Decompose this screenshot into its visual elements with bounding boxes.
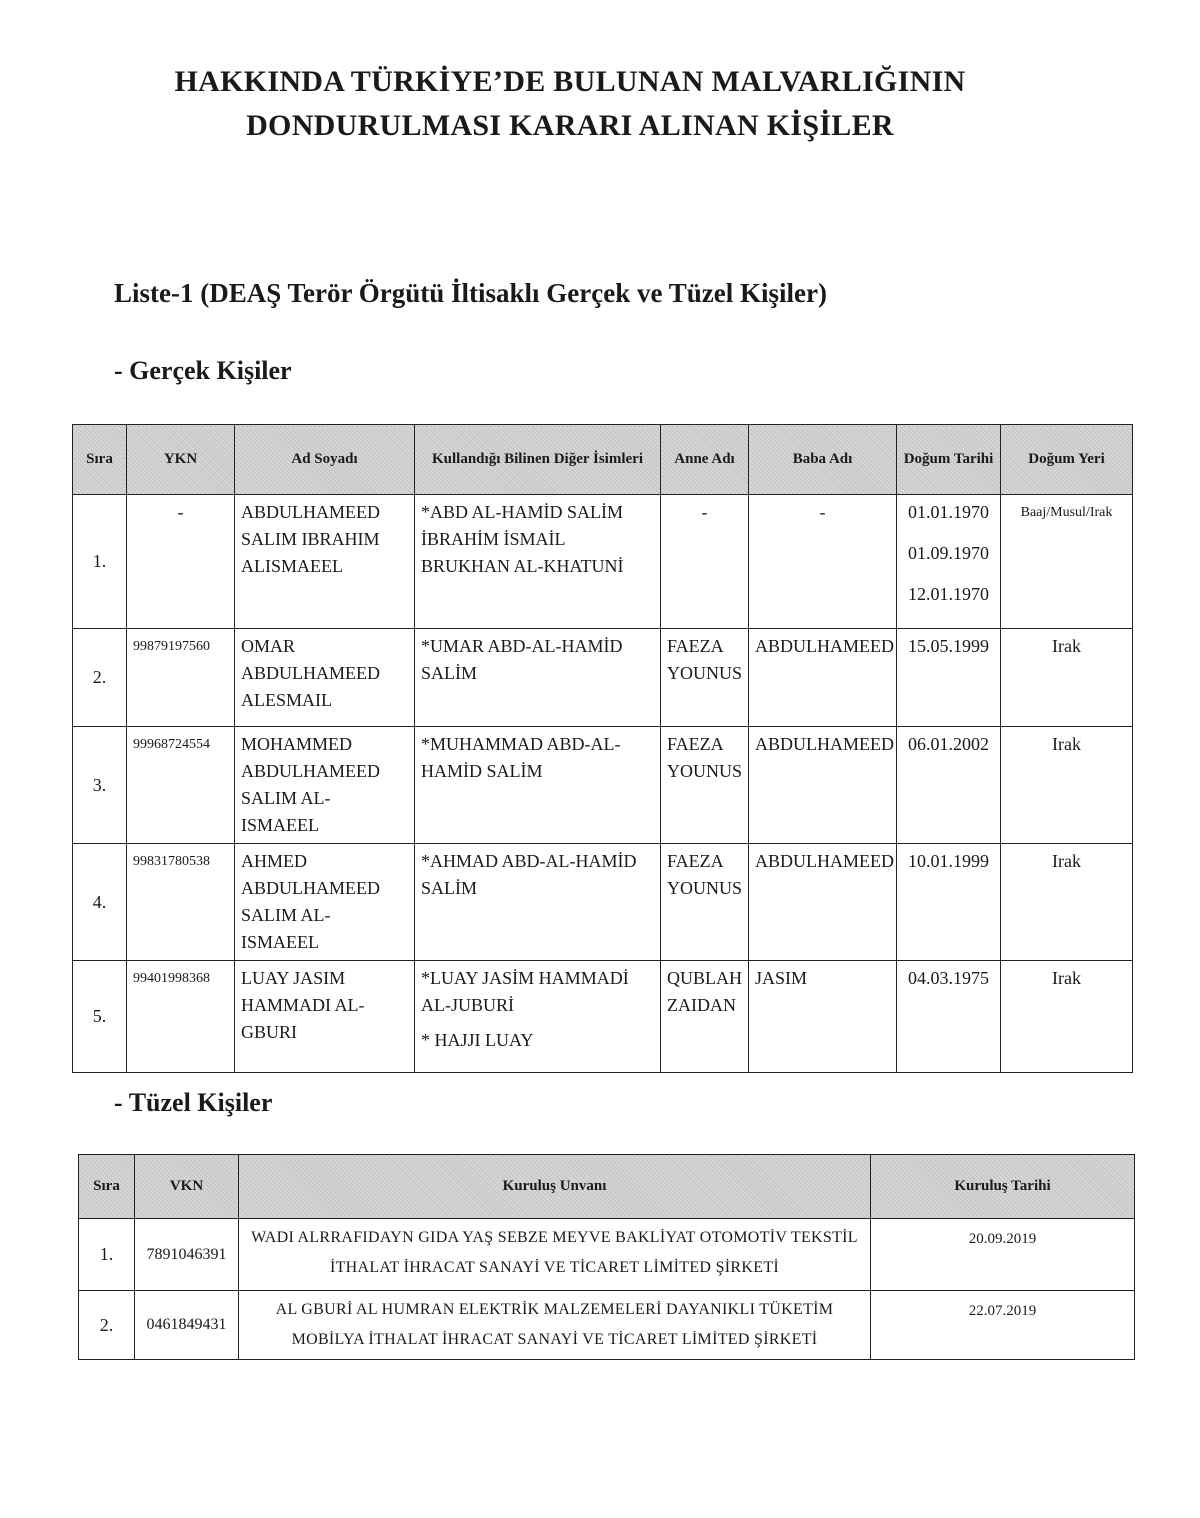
table-row: [73, 727, 1133, 844]
father-cell: ABDULHAMEED: [749, 844, 897, 961]
pob-cell: Irak: [1001, 727, 1133, 844]
natural-persons-heading: - Gerçek Kişiler: [114, 356, 292, 385]
legal-entities-table: [78, 1154, 1135, 1360]
column-header-sira: Sıra: [73, 425, 127, 495]
aliases-cell: [415, 727, 661, 844]
dob-value: 04.03.1975: [908, 968, 989, 988]
dob-cell: [897, 727, 1001, 844]
row-number: 3.: [73, 727, 127, 844]
name-cell: LUAY JASIM HAMMADI AL-GBURI: [235, 961, 415, 1073]
vkn-cell: 7891046391: [135, 1219, 239, 1291]
name-cell: ABDULHAMEED SALIM IBRAHIM ALISMAEEL: [235, 495, 415, 629]
alias-text: * HAJJI LUAY: [421, 1030, 534, 1050]
dob-value: 10.01.1999: [908, 851, 989, 871]
table-row: [73, 961, 1133, 1073]
page-title: [0, 60, 1140, 148]
pob-cell: Irak: [1001, 961, 1133, 1073]
dob-cell: [897, 961, 1001, 1073]
entity-name-line: İTHALAT İHRACAT SANAYİ VE TİCARET LİMİTED ŞİRKETİ: [329, 1259, 780, 1276]
entity-name-cell: [239, 1219, 871, 1291]
name-cell: MOHAMMED ABDULHAMEED SALIM AL-ISMAEEL: [235, 727, 415, 844]
row-number: 4.: [73, 844, 127, 961]
founding-date-cell: 20.09.2019: [871, 1219, 1135, 1291]
entity-name-line: WADI ALRRAFIDAYN GIDA YAŞ SEBZE MEYVE BAKLİYAT OTOMOTİV TEKSTİL: [251, 1229, 858, 1246]
pob-cell: Irak: [1001, 844, 1133, 961]
column-header-name: Ad Soyadı: [235, 425, 415, 495]
column-header-mother: Anne Adı: [661, 425, 749, 495]
column-header-sira: Sıra: [79, 1155, 135, 1219]
dob-cell: [897, 495, 1001, 629]
row-number: 2.: [79, 1291, 135, 1360]
father-cell: -: [749, 495, 897, 629]
mother-cell: -: [661, 495, 749, 629]
entity-name-line: MOBİLYA İTHALAT İHRACAT SANAYİ VE TİCARET LİMİTED ŞİRKETİ: [291, 1331, 818, 1348]
table-row: [73, 844, 1133, 961]
mother-cell: QUBLAH ZAIDAN: [661, 961, 749, 1073]
column-header-pob: Doğum Yeri: [1001, 425, 1133, 495]
alias-text: *MUHAMMAD ABD-AL-HAMİD SALİM: [421, 734, 621, 781]
table-row: [79, 1291, 1135, 1360]
column-header-dob: Doğum Tarihi: [897, 425, 1001, 495]
entity-name-cell: [239, 1291, 871, 1360]
natural-persons-header-row: [73, 425, 1133, 495]
aliases-cell: [415, 495, 661, 629]
name-cell: OMAR ABDULHAMEED ALESMAIL: [235, 629, 415, 727]
name-cell: AHMED ABDULHAMEED SALIM AL-ISMAEEL: [235, 844, 415, 961]
ykn-cell: 99401998368: [127, 961, 235, 1073]
alias-text: *UMAR ABD-AL-HAMİD SALİM: [421, 636, 623, 683]
father-cell: JASIM: [749, 961, 897, 1073]
legal-entities-header-row: [79, 1155, 1135, 1219]
column-header-entity-name: Kuruluş Unvanı: [239, 1155, 871, 1219]
father-cell: ABDULHAMEED: [749, 727, 897, 844]
alias-text: *LUAY JASİM HAMMADİ AL-JUBURİ: [421, 968, 629, 1015]
legal-entities-heading: - Tüzel Kişiler: [114, 1088, 273, 1117]
mother-cell: FAEZA YOUNUS: [661, 844, 749, 961]
page-title-line-2: DONDURULMASI KARARI ALINAN KİŞİLER: [246, 109, 894, 142]
table-row: [73, 629, 1133, 727]
mother-cell: FAEZA YOUNUS: [661, 629, 749, 727]
dob-value: 01.01.1970: [908, 502, 989, 522]
dob-value: 15.05.1999: [908, 636, 989, 656]
ykn-cell: 99831780538: [127, 844, 235, 961]
natural-persons-table: [72, 424, 1133, 1073]
dob-value: 12.01.1970: [908, 584, 989, 604]
column-header-ykn: YKN: [127, 425, 235, 495]
aliases-cell: [415, 961, 661, 1073]
column-header-vkn: VKN: [135, 1155, 239, 1219]
dob-value: 01.09.1970: [908, 543, 989, 563]
dob-cell: [897, 844, 1001, 961]
row-number: 1.: [73, 495, 127, 629]
list-heading: Liste-1 (DEAŞ Terör Örgütü İltisaklı Gerçek ve Tüzel Kişiler): [114, 278, 827, 308]
alias-text: *AHMAD ABD-AL-HAMİD SALİM: [421, 851, 637, 898]
table-row: [73, 495, 1133, 629]
vkn-cell: 0461849431: [135, 1291, 239, 1360]
aliases-cell: [415, 629, 661, 727]
column-header-aliases: Kullandığı Bilinen Diğer İsimleri: [415, 425, 661, 495]
ykn-cell: 99968724554: [127, 727, 235, 844]
aliases-cell: [415, 844, 661, 961]
row-number: 5.: [73, 961, 127, 1073]
column-header-father: Baba Adı: [749, 425, 897, 495]
pob-cell: Irak: [1001, 629, 1133, 727]
dob-cell: [897, 629, 1001, 727]
ykn-cell: 99879197560: [127, 629, 235, 727]
row-number: 1.: [79, 1219, 135, 1291]
father-cell: ABDULHAMEED: [749, 629, 897, 727]
mother-cell: FAEZA YOUNUS: [661, 727, 749, 844]
row-number: 2.: [73, 629, 127, 727]
founding-date-cell: 22.07.2019: [871, 1291, 1135, 1360]
alias-text: *ABD AL-HAMİD SALİM İBRAHİM İSMAİL BRUKHAN AL-KHATUNİ: [421, 502, 624, 576]
table-row: [79, 1219, 1135, 1291]
page-title-line-1: HAKKINDA TÜRKİYE’DE BULUNAN MALVARLIĞININ: [174, 65, 966, 98]
pob-cell: Baaj/Musul/Irak: [1001, 495, 1133, 629]
ykn-cell: -: [127, 495, 235, 629]
entity-name-line: AL GBURİ AL HUMRAN ELEKTRİK MALZEMELERİ DAYANIKLI TÜKETİM: [275, 1301, 834, 1318]
dob-value: 06.01.2002: [908, 734, 989, 754]
column-header-founding-date: Kuruluş Tarihi: [871, 1155, 1135, 1219]
